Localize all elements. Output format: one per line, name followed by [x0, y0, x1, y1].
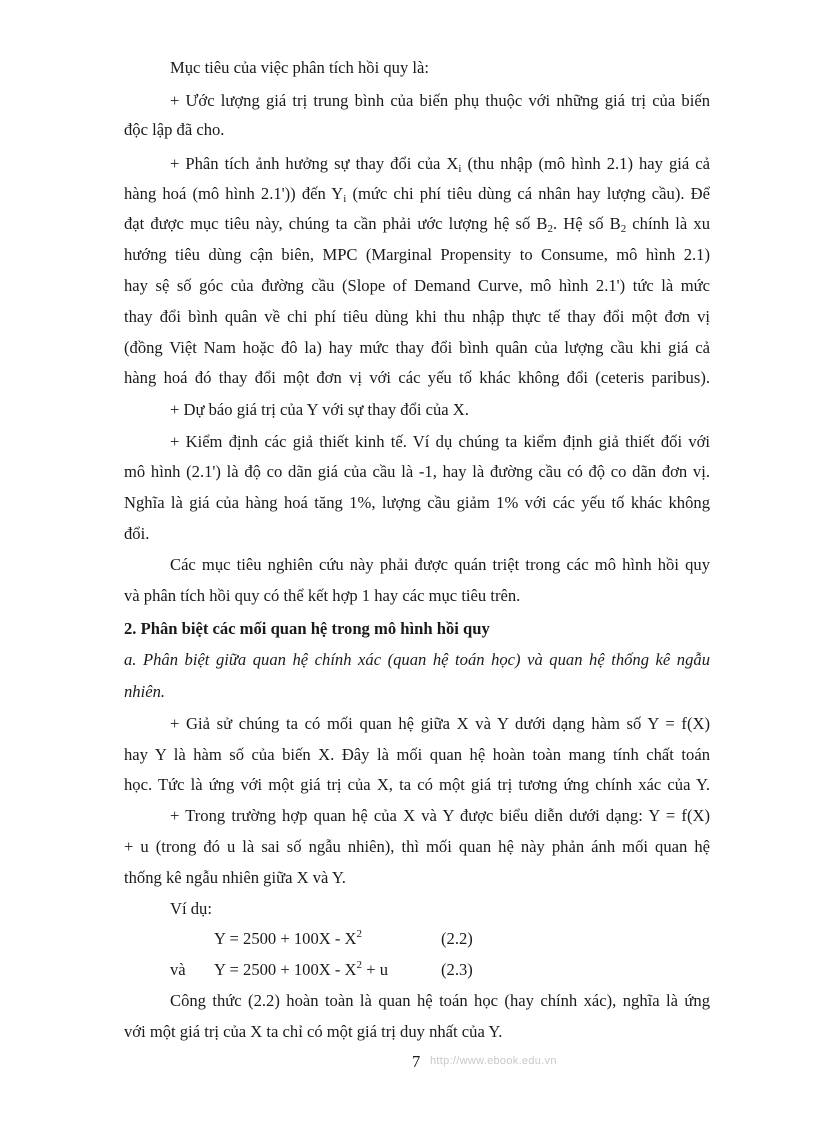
goal-analysis-line-3: đạt được mục tiêu này, chúng ta cần phải ước lượng hệ số $B_2$. Hệ số $B_2$ chính là xu — [124, 214, 710, 235]
example-label: Ví dụ: — [170, 899, 212, 918]
equation-2-3-number: (2.3) — [441, 960, 473, 979]
functional-relation-line-3: học. Tức là ứng với một giá trị của X, ta có một giá trị tương ứng chính xác của Y. — [124, 775, 710, 794]
goal-forecast: + Dự báo giá trị của Y với sự thay đổi của X. — [170, 400, 469, 419]
goal-test-line-3: Nghĩa là giá của hàng hoá tăng 1%, lượng cầu giảm 1% với các yếu tố khác không — [124, 493, 710, 512]
functional-relation-line-2: hay Y là hàm số của biến X. Đây là mối quan hệ hoàn toàn mang tính chất toán — [124, 745, 710, 764]
goals-summary-line-1: Các mục tiêu nghiên cứu này phải được quán triệt trong các mô hình hồi quy — [170, 555, 710, 574]
statistical-relation-line-2: + u (trong đó u là sai số ngẫu nhiên), thì mối quan hệ này phản ánh mối quan hệ — [124, 837, 710, 856]
watermark-url: http://www.ebook.edu.vn — [430, 1055, 557, 1067]
section-heading: 2. Phân biệt các mối quan hệ trong mô hình hồi quy — [124, 619, 490, 638]
goal-analysis-line-2: hàng hoá (mô hình 2.1')) đến $Y_i$ (mức chi phí tiêu dùng cá nhân hay lượng cầu). Để — [124, 184, 710, 205]
goal-analysis-line-5: hay sệ số góc của đường cầu (Slope of Demand Curve, mô hình 2.1') tức là mức — [124, 276, 710, 295]
subsection-heading-line-1: a. Phân biệt giữa quan hệ chính xác (quan hệ toán học) và quan hệ thống kê ngẫu — [124, 650, 710, 669]
equation-2-3-prefix: và — [170, 960, 186, 979]
goal-estimate-line-1: + Ước lượng giá trị trung bình của biến phụ thuộc với những giá trị của biến — [170, 91, 710, 110]
goal-estimate-line-2: độc lập đã cho. — [124, 120, 225, 139]
paragraph-goals-intro: Mục tiêu của việc phân tích hồi quy là: — [170, 58, 429, 77]
formula-explanation-line-1: Công thức (2.2) hoàn toàn là quan hệ toán học (hay chính xác), nghĩa là ứng — [170, 991, 710, 1010]
statistical-relation-line-3: thống kê ngẫu nhiên giữa X và Y. — [124, 868, 346, 887]
goal-analysis-line-7: (đồng Việt Nam hoặc đô la) hay mức thay đổi bình quân của lượng cầu khi giá cả — [124, 338, 710, 357]
equation-2-3: $Y = 2500 + 100X - X^2 + u$ — [214, 959, 388, 979]
formula-explanation-line-2: với một giá trị của X ta chỉ có một giá trị duy nhất của Y. — [124, 1022, 503, 1041]
functional-relation-line-1: + Giả sử chúng ta có mối quan hệ giữa X và Y dưới dạng hàm số Y = f(X) — [170, 714, 710, 733]
subsection-heading-line-2: nhiên. — [124, 682, 166, 701]
goal-analysis-line-1: + Phân tích ảnh hưởng sự thay đổi của $X_i$ (thu nhập (mô hình 2.1) hay giá cả — [170, 154, 710, 175]
goal-analysis-line-4: hướng tiêu dùng cận biên, MPC (Marginal Propensity to Consume, mô hình 2.1) — [124, 245, 710, 264]
goals-summary-line-2: và phân tích hồi quy có thể kết hợp 1 hay các mục tiêu trên. — [124, 586, 521, 605]
page-number: 7 — [412, 1052, 421, 1071]
goal-test-line-2: mô hình (2.1') là độ co dãn giá của cầu là -1, hay là đường cầu có độ co dãn đơn vị. — [124, 462, 710, 481]
statistical-relation-line-1: + Trong trường hợp quan hệ của X và Y được biểu diễn dưới dạng: Y = f(X) — [170, 806, 710, 825]
equation-2-2-number: (2.2) — [441, 929, 473, 948]
goal-test-line-1: + Kiểm định các giả thiết kinh tế. Ví dụ chúng ta kiểm định giả thiết đối với — [170, 432, 710, 451]
goal-analysis-line-6: thay đổi bình quân về chi phí tiêu dùng khi thu nhập thực tế thay đổi một đơn vị — [124, 307, 710, 326]
equation-2-2: $Y = 2500 + 100X - X^2$ — [214, 928, 363, 948]
goal-analysis-line-8: hàng hoá đó thay đổi một đơn vị với các yếu tố khác không đổi (ceteris paribus). — [124, 368, 710, 387]
goal-test-line-4: đổi. — [124, 524, 150, 543]
